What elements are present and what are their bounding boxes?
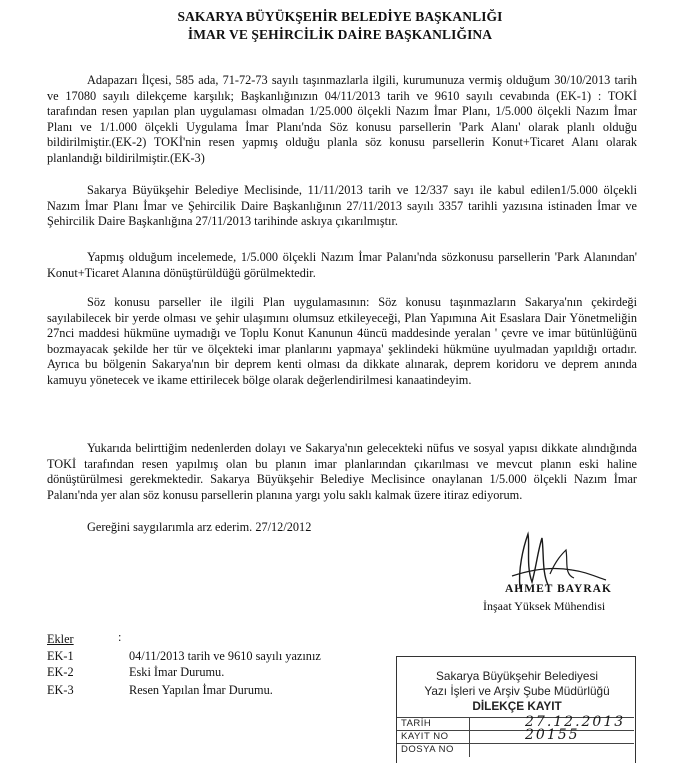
- stamp-institution: Sakarya Büyükşehir Belediyesi: [436, 669, 598, 683]
- paragraph-1: Adapazarı İlçesi, 585 ada, 71-72-73 sayılı taşınmazlarla ilgili, kurumunuza vermiş olduğum 30/10/2013 tarih ve 17080 sayılı dilekçeme karşılık; Başkanlığınızın 04/11/2013 tarih ve 9610 sayılı cevabında (EK-1) : TOKİ tarafından resen yapılan plan uygulaması olmadan 1/25.000 ölçekli Nazım İmar Planı, 1/5.000 ölçekli Nazım İmar Planı ve 1/1.000 ölçekli Uygulama İmar Planı'nda Söz konusu parsellerin 'Park Alanı' olarak planlı olduğu bildirilmiştir.(EK-2) TOKİ'nin resen yapmış olduğu planla söz konusu parsellerin Konut+Ticaret Alanı olarak planlandığı bildirilmiştir.(EK-3): [47, 73, 637, 165]
- signature-name: AHMET BAYRAK: [505, 583, 612, 595]
- stamp-row-date: [397, 714, 634, 731]
- stamp-divider: [469, 744, 470, 757]
- attachment-code: EK-2: [47, 665, 74, 679]
- stamp-title: DİLEKÇE KAYIT: [472, 699, 562, 713]
- registry-stamp: [396, 656, 636, 763]
- attachments-colon: :: [118, 630, 122, 644]
- stamp-row-label: KAYIT NO: [401, 731, 449, 742]
- attachment-text: 04/11/2013 tarih ve 9610 sayılı yazınız: [129, 649, 321, 663]
- paragraph-4: Söz konusu parseller ile ilgili Plan uygulamasının: Söz konusu taşınmazların Sakarya'nın çekirdeği sayılabilecek bir yerde olması ve şehir ulaşımını olumsuz etkileyeceği, Plan Yapımına Ait Esaslara Dair Yönetmeliğin 27nci maddesi hükmüne uymadığı ve Toplu Konut Kanunun 4üncü maddesinde yeralan ' çevre ve imar bütünlüğünü bozmayacak şekilde her tür ve ölçekteki imar planlarını yapmaya' şeklindeki hükmüne uyulmadan yapıldığı ortadır. Ayrıca bu bölgenin Sakarya'nın bir deprem kenti olması da dikkate alınarak, deprem koridoru ve deprem anında kamuyu yönetecek ve ikame ettirilecek bölge olarak değerlendirilmesi kanaatindeyim.: [47, 295, 637, 387]
- stamp-row-value: 20155: [525, 727, 580, 743]
- stamp-row-value: 27.12.2013: [525, 714, 626, 730]
- stamp-row-label: TARİH: [401, 718, 432, 729]
- attachment-text: Eski İmar Durumu.: [129, 665, 225, 679]
- paragraph-2: Sakarya Büyükşehir Belediye Meclisinde, 11/11/2013 tarih ve 12/337 sayı ile kabul edilen1/5.000 ölçekli Nazım İmar Planı İmar ve Şehircilik Daire Başkanlığının 27/11/2013 sayılı 3357 tarihli yazısına istinaden İmar ve Şehircilik Daire Başkanlığına 27/11/2013 tarihinde askıya çıkarılmıştır.: [47, 183, 637, 229]
- stamp-department: Yazı İşleri ve Arşiv Şube Müdürlüğü: [424, 684, 610, 698]
- attachment-text: Resen Yapılan İmar Durumu.: [129, 683, 273, 697]
- attachment-code: EK-1: [47, 649, 74, 663]
- header-line-1: SAKARYA BÜYÜKŞEHİR BELEDİYE BAŞKANLIĞI: [177, 9, 503, 24]
- paragraph-3: Yapmış olduğum incelemede, 1/5.000 ölçekli Nazım İmar Palanı'nda sözkonusu parsellerin 'Park Alanından' Konut+Ticaret Alanına dönüştürüldüğü görülmektedir.: [47, 250, 637, 280]
- stamp-row-file: [397, 743, 634, 757]
- header-line-2: İMAR VE ŞEHİRCİLİK DAİRE BAŞKANLIĞINA: [187, 27, 493, 42]
- stamp-row-label: DOSYA NO: [401, 744, 454, 755]
- paragraph-5: Yukarıda belirttiğim nedenlerden dolayı ve Sakarya'nın gelecekteki nüfus ve sosyal yapısı dikkate alındığında TOKİ tarafından resen yapılmış olan bu planın imar planlarından çıkarılması ve mevcut planın eski haline dönüştürülmesi gerekmektedir. Sakarya Büyükşehir Belediye Meclisince onaylanan 1/5.000 ölçekli Nazım İmar Palanı'nda yer alan söz konusu parsellerin planına yargı yolu saklı kalmak üzere itiraz ediyorum.: [47, 441, 637, 502]
- attachments-label: Ekler: [47, 632, 74, 646]
- attachment-code: EK-3: [47, 683, 74, 697]
- stamp-row-registration: [397, 727, 634, 744]
- closing-line: Gereğini saygılarımla arz ederim. 27/12/2012: [87, 520, 312, 534]
- signature-title: İnşaat Yüksek Mühendisi: [483, 599, 606, 613]
